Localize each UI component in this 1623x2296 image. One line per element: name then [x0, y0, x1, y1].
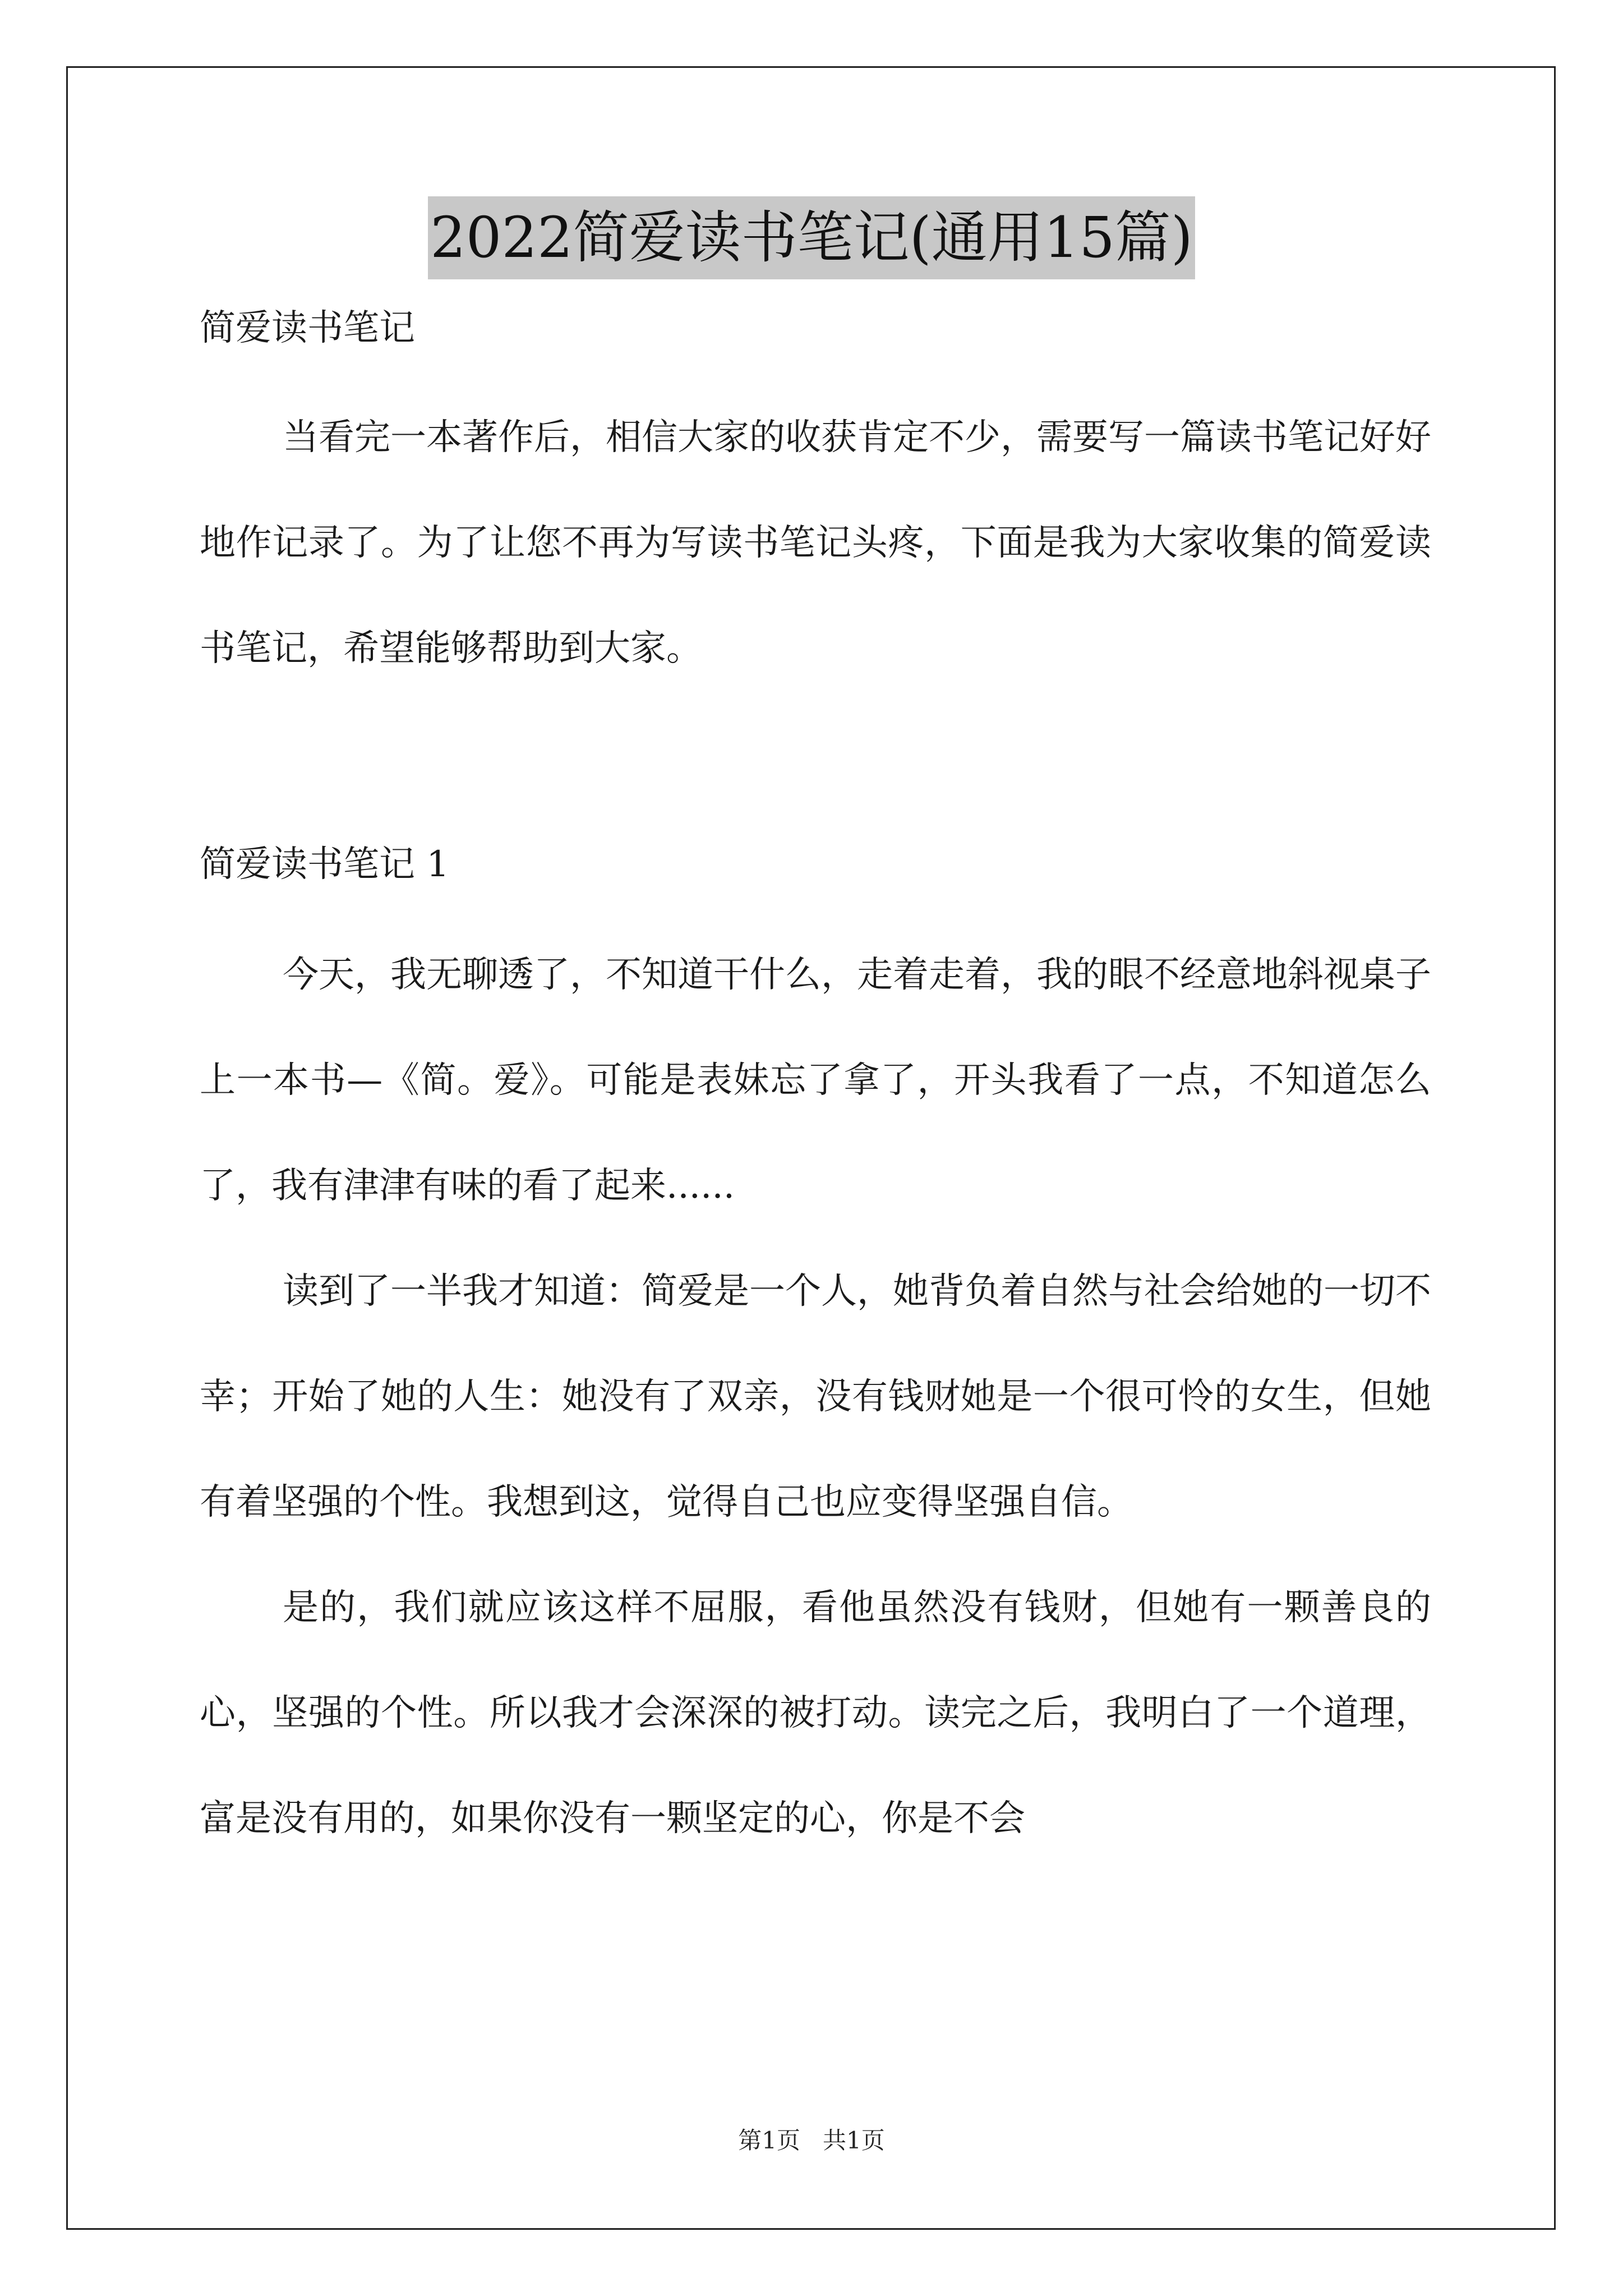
page-total: 共1页: [823, 2127, 885, 2154]
paragraph-note-1-c: 是的，我们就应该这样不屈服，看他虽然没有钱财，但她有一颗善良的心，坚强的个性。所以我才会深深的被打动。读完之后，我明白了一个道理，富是没有用的，如果你没有一颗坚定的心，你是不会: [200, 1587, 1431, 1839]
paragraph-intro: 当看完一本著作后，相信大家的收获肯定不少，需要写一篇读书笔记好好地作记录了。为了让您不再为写读书笔记头疼，下面是我为大家收集的简爱读书笔记，希望能够帮助到大家。: [200, 417, 1431, 669]
spacer: [200, 701, 1431, 839]
page-number: 第1页: [738, 2127, 800, 2154]
document-body: [200, 303, 1431, 1871]
spacer: [200, 353, 1431, 385]
paragraph-note-1-b: 读到了一半我才知道：简爱是一个人，她背负着自然与社会给她的一切不幸；开始了她的人生：她没有了双亲，没有钱财她是一个很可怜的女生，但她有着坚强的个性。我想到这，觉得自己也应变得坚强自信。: [200, 1271, 1431, 1523]
document-title: 2022简爱读书笔记(通用15篇): [428, 196, 1195, 279]
title-block: [0, 196, 1623, 279]
section-heading-note-1: 简爱读书笔记 1: [200, 844, 450, 885]
page-footer: [0, 2125, 1623, 2156]
paragraph-note-1-a: 今天，我无聊透了，不知道干什么，走着走着，我的眼不经意地斜视桌子上一本书—《简。爱》。可能是表妹忘了拿了，开头我看了一点，不知道怎么了，我有津津有味的看了起来......: [200, 954, 1431, 1207]
spacer: [200, 890, 1431, 922]
section-heading-intro: 简爱读书笔记: [200, 307, 415, 349]
